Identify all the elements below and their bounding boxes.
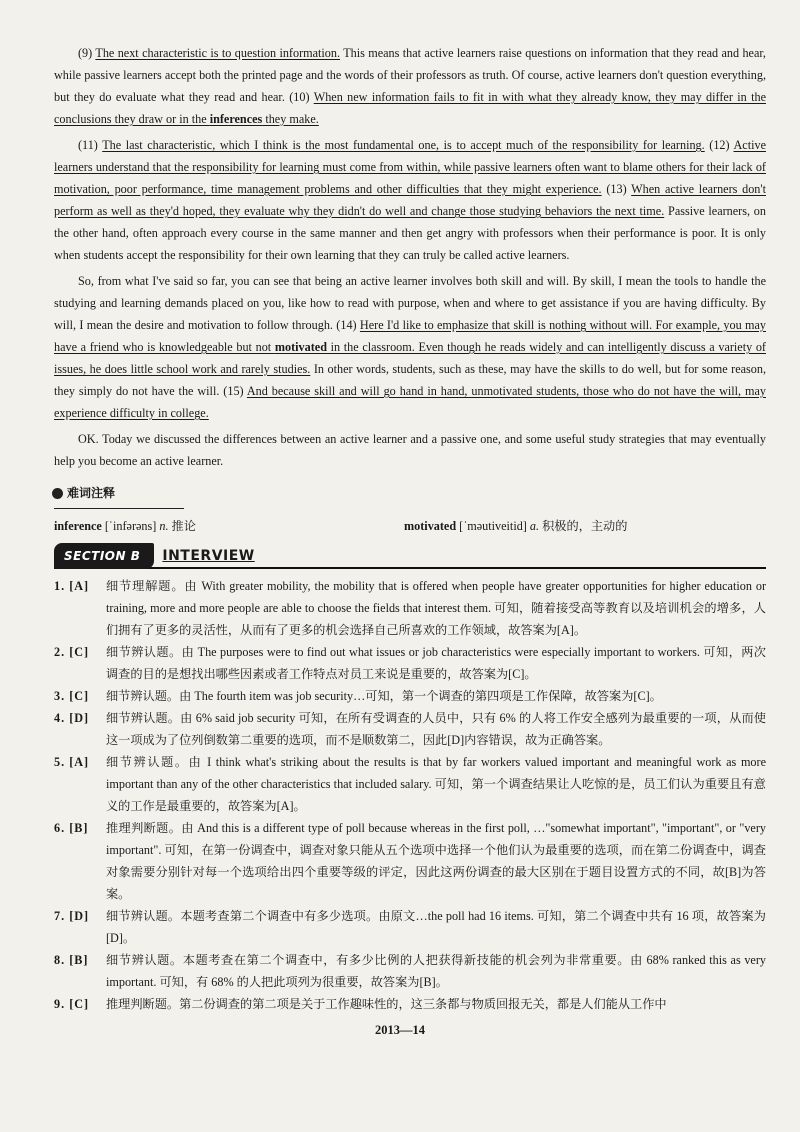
answer-item: [54, 817, 766, 905]
answer-label: 5. [A]: [54, 755, 90, 769]
bullet-icon: [52, 488, 63, 499]
answer-explanation: 细节辨认题。本题考查在第二个调查中，有多少比例的人把获得新技能的机会列为非常重要。由 68% ranked this as very important. 可知，有 68% 的人把此项列为很重要，故答案为[B]。: [106, 953, 766, 989]
underlined-segment: The last characteristic, which I think is the most fundamental one, is to accept much of the responsibility for learning.: [102, 138, 705, 152]
paragraph: [54, 428, 766, 472]
answer-explanation: 细节辨认题。由 The purposes were to find out what issues or job characteristics were especially important to workers. 可知，两次调查的目的是想找出哪些因素或者工作特点对员工来说是重要的，故答案为[C]。: [106, 645, 766, 681]
text-segment: (9): [78, 46, 96, 60]
underlined-segment: When active learners don't perform as well as they'd hoped, they evaluate why they didn't do well and change those studying behaviors the next time.: [54, 182, 766, 218]
text-segment: (13): [601, 182, 632, 196]
answer-item: [54, 575, 766, 641]
underlined-segment: When new information fails to fit in with what they already know, they may differ in the conclusions they draw or in the: [54, 90, 766, 126]
underlined-segment: in the classroom. Even though he reads widely and can intelligently discuss a variety of issues, he does little school work and rarely studies.: [54, 340, 766, 376]
text-segment: In other words, students, such as these, may have the skills to do well, but for some reason, they simply do not have the will. (15): [54, 362, 766, 398]
underlined-segment: they make.: [262, 112, 319, 126]
vocab-meaning: 积极的，主动的: [542, 519, 628, 533]
passage: [54, 42, 766, 472]
paragraph: [54, 42, 766, 130]
underlined-segment: motivated: [274, 340, 327, 354]
text-segment: (12): [704, 138, 734, 152]
underlined-segment: Here I'd like to emphasize that skill is nothing without will. For example, you may have a friend who is knowledgeable but not: [54, 318, 766, 354]
vocab-pos: a.: [529, 519, 540, 533]
vocab-word: inference: [54, 519, 102, 533]
vocab-item: [54, 515, 404, 537]
answer-explanation: 细节辨认题。由 6% said job security 可知，在所有受调查的人员中，只有 6% 的人将工作安全感列为最重要的一项，从而使这一项成为了位列倒数第二重要的选项，而不是顺数第二，因此[D]内容错误，故为正确答案。: [106, 711, 766, 747]
answer-item: [54, 993, 766, 1015]
vocab-meaning: 推论: [171, 519, 196, 533]
notes-heading: [52, 482, 766, 504]
answer-explanation: 细节理解题。由 With greater mobility, the mobility that is offered when people have greater opportunities for higher education or training, more and more people are able to choose the fields that interest them. 可知，随着接受高等教育以及培训机会的增多，人们拥有了更多的灵活性，从而有了更多的机会选择自己所喜欢的工作领域，故答案为[A]。: [106, 579, 766, 637]
vocab-list: [54, 515, 766, 537]
vocab-ipa: [ˈməutiveitid]: [459, 519, 527, 533]
answer-explanation: 细节辨认题。本题考查第二个调查中有多少选项。由原文…the poll had 16 items. 可知，第二个调查中共有 16 项，故答案为[D]。: [106, 909, 766, 945]
answer-explanation: 推理判断题。由 And this is a different type of poll because whereas in the first poll, …"somewhat important", "important", or "very important". 可知，在第一份调查中，调查对象只能从五个选项中选择一个他们认为最重要的选项，而在第二份调查中，调查对象需要分别针对每一个选项给出四个重要等级的评定，因此这两份调查的最大区别在于题目设置方式的不同，故[B]为答案。: [106, 821, 766, 901]
answer-explanation: 推理判断题。第二份调查的第二项是关于工作趣味性的，这三条都与物质回报无关，都是人们能从工作中: [106, 997, 667, 1011]
text-segment: OK. Today we discussed the differences between an active learner and a passive one, and some useful study strategies that may eventually help you become an active learner.: [54, 432, 766, 468]
text-segment: So, from what I've said so far, you can see that being an active learner involves both skill and will. By skill, I mean the tools to handle the studying and learning demands placed on you, like how to read with purpose, when and where to get assistance if you are having difficulty. By will, I mean the desire and motivation to follow through. (14): [54, 274, 766, 332]
answer-label: 2. [C]: [54, 645, 90, 659]
answer-label: 4. [D]: [54, 711, 90, 725]
page-number: 2013—14: [375, 1023, 425, 1037]
answer-item: [54, 751, 766, 817]
text-segment: Passive learners, on the other hand, often approach every course in the same manner and then get angry with professors when their performance is poor. It is only when students accept the responsibility for their own learning that they can truly be called active learners.: [54, 204, 766, 262]
vocab-ipa: [ˈinfərəns]: [104, 519, 157, 533]
vocab-word: motivated: [404, 519, 457, 533]
paragraph: [54, 134, 766, 266]
answer-label: 3. [C]: [54, 689, 90, 703]
answer-explanation: 细节辨认题。由 The fourth item was job security…可知，第一个调查的第四项是工作保障，故答案为[C]。: [106, 689, 662, 703]
vocab-pos: n.: [159, 519, 169, 533]
paragraph: [54, 270, 766, 424]
answer-list: [54, 575, 766, 1015]
underlined-segment: And because skill and will go hand in hand, unmotivated students, those who do not have the will, may experience difficulty in college.: [54, 384, 766, 420]
answer-label: 1. [A]: [54, 579, 90, 593]
section-tag: SECTION B: [54, 543, 154, 569]
document-body: [54, 42, 766, 1015]
answer-explanation: 细节辨认题。由 I think what's striking about the results is that by far workers valued important and meaningful work as more important than any of the other characteristics that included salary. 可知，第一个调查结果让人吃惊的是，员工们认为重要且有意义的工作是最重要的，故答案为[A]。: [106, 755, 766, 813]
answer-label: 7. [D]: [54, 909, 90, 923]
answer-item: [54, 707, 766, 751]
underlined-segment: Active learners understand that the responsibility for learning must come from within, while passive learners often want to blame others for their lack of motivation, poor performance, time management problems and other difficulties that they might experience.: [54, 138, 766, 196]
text-segment: (11): [78, 138, 103, 152]
underlined-segment: inferences: [209, 112, 263, 126]
vocab-item: [404, 515, 627, 537]
answer-item: [54, 641, 766, 685]
text-segment: This means that active learners raise questions on information that they read and hear, while passive learners accept both the printed page and the words of their professors as truth. Of course, active learners don't question everything, but they do evaluate what they read and hear. (10): [54, 46, 766, 104]
answer-item: [54, 685, 766, 707]
notes-underline: [54, 508, 184, 509]
notes-title: 难词注释: [67, 486, 116, 500]
section-header: [54, 545, 766, 569]
answer-label: 8. [B]: [54, 953, 89, 967]
answer-label: 6. [B]: [54, 821, 89, 835]
answer-label: 9. [C]: [54, 997, 90, 1011]
answer-item: [54, 905, 766, 949]
section-name: INTERVIEW: [162, 548, 255, 564]
underlined-segment: The next characteristic is to question information.: [95, 46, 341, 60]
answer-item: [54, 949, 766, 993]
